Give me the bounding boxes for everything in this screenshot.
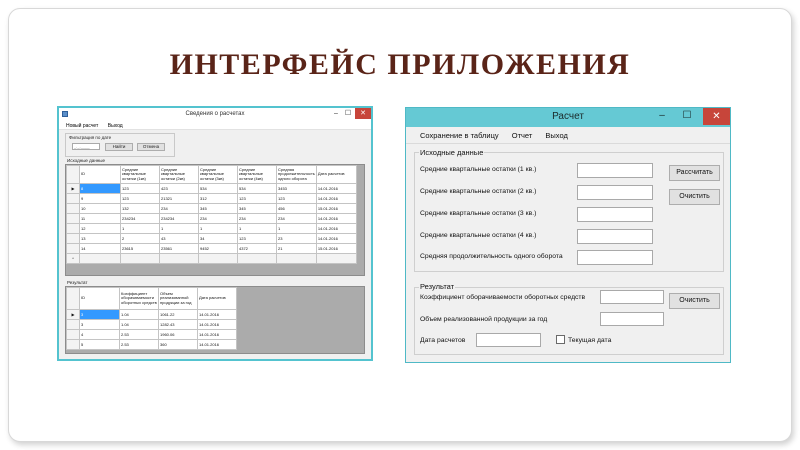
q1-input[interactable] <box>577 163 653 178</box>
minimize-icon[interactable]: – <box>659 110 665 121</box>
cell-id[interactable]: 8 <box>80 184 121 194</box>
row-selector-icon[interactable]: ▶ <box>67 184 80 194</box>
calculate-button[interactable]: Рассчитать <box>669 165 720 181</box>
table-row[interactable] <box>67 214 357 224</box>
new-row[interactable] <box>67 254 357 264</box>
cell-q2[interactable]: 234 <box>160 204 199 214</box>
menu-new-calculation[interactable]: Новый расчет <box>66 123 99 129</box>
cell-avg-turnover[interactable]: 1 <box>277 224 317 234</box>
source-data-label: Исходные данные <box>67 158 106 163</box>
cell-date[interactable]: 14.01.2016 <box>198 320 237 330</box>
cell-q3[interactable]: 9452 <box>199 244 238 254</box>
cell-q2[interactable]: 23561 <box>160 244 199 254</box>
table-row[interactable] <box>67 204 357 214</box>
table-row[interactable] <box>67 310 237 320</box>
table-row[interactable] <box>67 320 237 330</box>
cell-q2[interactable]: 423 <box>160 184 199 194</box>
q2-input[interactable] <box>577 185 653 200</box>
cell-coefficient[interactable]: 1.04 <box>120 310 159 320</box>
row-header[interactable] <box>67 320 80 330</box>
table-row[interactable] <box>67 224 357 234</box>
cell-date[interactable]: 14.01.2016 <box>316 194 356 204</box>
date-label: Дата расчетов <box>420 337 466 344</box>
minimize-icon[interactable]: – <box>334 110 338 117</box>
cell-avg-turnover[interactable]: 123 <box>277 194 317 204</box>
volume-label: Объем реализованной продукции за год <box>420 316 548 323</box>
cell-date[interactable]: 14.01.2016 <box>316 184 356 194</box>
col-header-coefficient[interactable]: Коэффициент оборачиваемости оборотных средств <box>120 288 159 310</box>
volume-output[interactable] <box>600 312 664 326</box>
cell-avg-turnover[interactable]: 3453 <box>277 184 317 194</box>
cell-id[interactable]: 9 <box>80 194 121 204</box>
cell-q1[interactable]: 132 <box>121 204 160 214</box>
coefficient-label: Коэффициент оборачиваемости оборотных средств <box>420 294 586 301</box>
cell-q4[interactable]: 123 <box>238 194 277 204</box>
cancel-button[interactable]: Отмена <box>137 143 165 151</box>
cell-q1[interactable]: 1 <box>121 224 160 234</box>
q1-label: Средние квартальные остатки (1 кв.) <box>420 166 537 173</box>
cell-coefficient[interactable]: 2.53 <box>120 340 159 350</box>
menu-bar <box>406 127 730 144</box>
cell-id[interactable]: 12 <box>80 224 121 234</box>
cell-date[interactable]: 14.01.2016 <box>198 330 237 340</box>
cell-id[interactable]: 4 <box>80 330 120 340</box>
col-header-q4[interactable]: Средние квартальные остатки (4кв) <box>238 166 277 184</box>
col-header-q3[interactable]: Средние квартальные остатки (3кв) <box>199 166 238 184</box>
cell-id[interactable]: 5 <box>80 340 120 350</box>
cell-avg-turnover[interactable]: 21 <box>277 244 317 254</box>
row-header[interactable] <box>67 330 80 340</box>
window-title: Расчет <box>552 111 584 122</box>
col-header-volume[interactable]: Объем реализованной продукции за год <box>159 288 198 310</box>
menu-exit[interactable]: Выход <box>107 123 123 129</box>
table-row[interactable] <box>67 184 357 194</box>
cell-date[interactable]: 14.01.2016 <box>316 224 356 234</box>
table-row[interactable] <box>67 194 357 204</box>
records-window <box>57 106 373 361</box>
col-header-avg-turnover[interactable]: Средняя продолжительность одного оборота <box>277 166 317 184</box>
row-header[interactable] <box>67 224 80 234</box>
row-header[interactable] <box>67 204 80 214</box>
grid-corner <box>67 288 80 310</box>
calc-date-input[interactable] <box>476 333 541 347</box>
cell-id[interactable]: 11 <box>80 214 121 224</box>
cell-q2[interactable]: 234234 <box>160 214 199 224</box>
cell-id[interactable]: 13 <box>80 234 121 244</box>
menu-exit[interactable]: Выход <box>545 131 568 140</box>
cell-q1[interactable]: 234234 <box>121 214 160 224</box>
row-header[interactable] <box>67 244 80 254</box>
menu-save-to-table[interactable]: Сохранение в таблицу <box>420 131 499 140</box>
cell-date[interactable]: 14.01.2016 <box>198 340 237 350</box>
cell-q3[interactable]: 34 <box>199 234 238 244</box>
cell-q4[interactable]: 1 <box>238 224 277 234</box>
clear-result-button[interactable]: Очистить <box>669 293 720 309</box>
cell-q3[interactable]: 345 <box>199 204 238 214</box>
cell-q3[interactable]: 312 <box>199 194 238 204</box>
cell-avg-turnover[interactable]: 456 <box>277 204 317 214</box>
cell-q3[interactable]: 534 <box>199 184 238 194</box>
q2-label: Средние квартальные остатки (2 кв.) <box>420 188 537 195</box>
avg-turnover-input[interactable] <box>577 250 653 265</box>
title-bar <box>406 108 730 127</box>
cell-coefficient[interactable]: 2.53 <box>120 330 159 340</box>
table-row[interactable] <box>67 340 237 350</box>
row-header[interactable] <box>67 340 80 350</box>
table-row[interactable] <box>67 234 357 244</box>
row-selector-icon[interactable]: ▶ <box>67 310 80 320</box>
date-filter-label: Фильтрация по дате <box>69 135 112 140</box>
q4-input[interactable] <box>577 229 653 244</box>
col-header-id[interactable]: ID <box>80 166 121 184</box>
current-date-checkbox[interactable] <box>556 335 565 344</box>
cell-avg-turnover[interactable]: 234 <box>277 214 317 224</box>
cell-q1[interactable]: 123 <box>121 184 160 194</box>
cell-q2[interactable]: 43 <box>160 234 199 244</box>
row-header[interactable] <box>67 234 80 244</box>
menu-bar <box>59 121 371 130</box>
table-row[interactable] <box>67 330 237 340</box>
current-date-label: Текущая дата <box>568 337 612 344</box>
col-header-q1[interactable]: Средние квартальные остатки (1кв) <box>121 166 160 184</box>
row-header[interactable] <box>67 214 80 224</box>
title-bar <box>59 108 371 121</box>
cell-id[interactable]: 3 <box>80 310 120 320</box>
result-label: Результат <box>67 280 88 285</box>
cell-volume[interactable]: 1960.06 <box>159 330 198 340</box>
source-data-grid[interactable] <box>65 164 365 276</box>
filter-date-input[interactable]: _._.____ <box>72 143 100 150</box>
cell-q1[interactable]: 123 <box>121 194 160 204</box>
cell-q1[interactable]: 23615 <box>121 244 160 254</box>
cell-id[interactable]: 3 <box>80 320 120 330</box>
grid-corner <box>67 166 80 184</box>
q3-input[interactable] <box>577 207 653 222</box>
input-data-label: Исходные данные <box>420 148 484 157</box>
cell-id[interactable]: 10 <box>80 204 121 214</box>
cell-q3[interactable]: 234 <box>199 214 238 224</box>
cell-date[interactable]: 15.01.2016 <box>316 204 356 214</box>
maximize-icon[interactable]: ☐ <box>682 110 692 121</box>
find-button[interactable]: Найти <box>105 143 133 151</box>
close-icon[interactable]: ✕ <box>355 108 371 119</box>
new-row-icon[interactable]: * <box>67 254 80 264</box>
cell-volume[interactable]: 1282.43 <box>159 320 198 330</box>
maximize-icon[interactable]: ☐ <box>344 110 352 117</box>
cell-avg-turnover[interactable]: 23 <box>277 234 317 244</box>
cell-date[interactable]: 14.01.2016 <box>316 234 356 244</box>
result-label: Результат <box>420 282 455 291</box>
cell-volume[interactable]: 1061.22 <box>159 310 198 320</box>
cell-q1[interactable]: 2 <box>121 234 160 244</box>
col-header-date[interactable]: Дата расчетов <box>198 288 237 310</box>
cell-q4[interactable]: 4372 <box>238 244 277 254</box>
cell-date[interactable]: 14.01.2016 <box>198 310 237 320</box>
cell-q2[interactable]: 1 <box>160 224 199 234</box>
table-row[interactable] <box>67 244 357 254</box>
cell-q4[interactable]: 123 <box>238 234 277 244</box>
cell-q4[interactable]: 345 <box>238 204 277 214</box>
cell-volume[interactable]: 360 <box>159 340 198 350</box>
cell-id[interactable]: 14 <box>80 244 121 254</box>
cell-q4[interactable]: 534 <box>238 184 277 194</box>
cell-date[interactable]: 14.01.2016 <box>316 214 356 224</box>
col-header-id[interactable]: ID <box>80 288 120 310</box>
cell-coefficient[interactable]: 1.04 <box>120 320 159 330</box>
cell-q2[interactable]: 21321 <box>160 194 199 204</box>
close-icon[interactable]: ✕ <box>703 108 730 125</box>
menu-report[interactable]: Отчет <box>511 131 533 140</box>
window-title: Сведения о расчетах <box>185 111 245 117</box>
coefficient-output[interactable] <box>600 290 664 304</box>
calculation-window <box>405 107 731 363</box>
clear-input-button[interactable]: Очистить <box>669 189 720 205</box>
row-header[interactable] <box>67 194 80 204</box>
cell-q3[interactable]: 1 <box>199 224 238 234</box>
q4-label: Средние квартальные остатки (4 кв.) <box>420 232 537 239</box>
col-header-date[interactable]: Дата расчетов <box>316 166 356 184</box>
q3-label: Средние квартальные остатки (3 кв.) <box>420 210 537 217</box>
cell-q4[interactable]: 234 <box>238 214 277 224</box>
result-grid[interactable] <box>65 286 365 354</box>
cell-date[interactable]: 15.01.2016 <box>316 244 356 254</box>
avg-turnover-label: Средняя продолжительность одного оборота <box>420 253 563 260</box>
col-header-q2[interactable]: Средние квартальные остатки (2кв) <box>160 166 199 184</box>
slide-title: ИНТЕРФЕЙС ПРИЛОЖЕНИЯ <box>169 48 631 81</box>
